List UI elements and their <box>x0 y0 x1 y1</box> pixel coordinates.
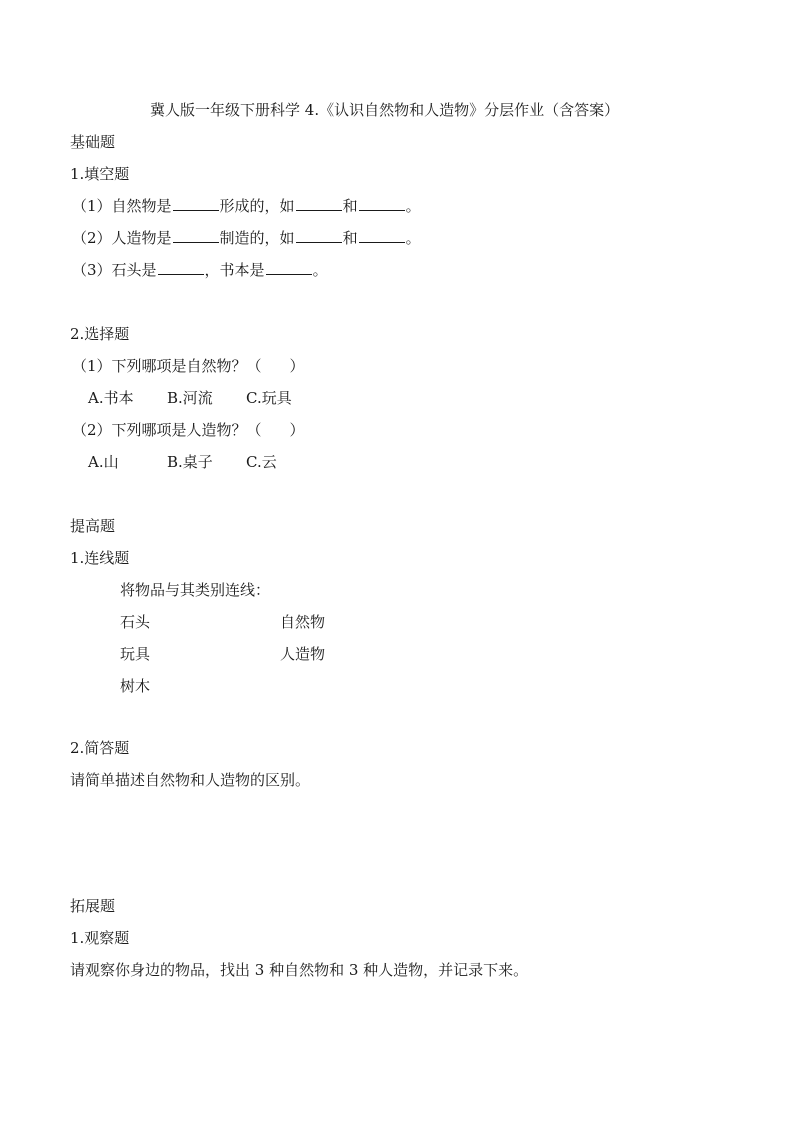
answer-blank[interactable] <box>266 260 312 275</box>
answer-blank[interactable] <box>296 196 342 211</box>
fill-blank-heading: 1.填空题 <box>70 165 130 183</box>
match-category-natural[interactable]: 自然物 <box>280 613 326 631</box>
option-b[interactable]: B.桌子 <box>167 453 213 471</box>
fill-q3-part1: （3）石头是 <box>72 261 157 279</box>
short-answer-heading: 2.简答题 <box>70 739 130 757</box>
section-extension-heading: 拓展题 <box>70 897 116 915</box>
fill-q1-part2: 形成的，如 <box>219 197 295 215</box>
answer-blank[interactable] <box>173 228 219 243</box>
fill-q3-part2: ，书本是 <box>204 261 265 279</box>
fill-q3-part3: 。 <box>312 261 328 279</box>
fill-q1-part3: 和 <box>342 197 358 215</box>
choice-q1-stem: （1）下列哪项是自然物？（ <box>72 357 262 375</box>
option-c[interactable]: C.玩具 <box>246 389 292 407</box>
match-category-artificial[interactable]: 人造物 <box>280 645 326 663</box>
fill-q1-part1: （1）自然物是 <box>72 197 172 215</box>
fill-q2-part3: 和 <box>342 229 358 247</box>
fill-q2-part1: （2）人造物是 <box>72 229 172 247</box>
choice-question-1 <box>72 356 305 376</box>
choice-q2-close: ） <box>289 421 305 439</box>
document-title: 冀人版一年级下册科学 4.《认识自然物和人造物》分层作业（含答案） <box>150 101 620 119</box>
match-item-stone[interactable]: 石头 <box>120 613 151 631</box>
option-b[interactable]: B.河流 <box>167 389 213 407</box>
answer-blank[interactable] <box>173 196 219 211</box>
observation-question: 请观察你身边的物品，找出 3 种自然物和 3 种人造物，并记录下来。 <box>70 961 529 979</box>
fill-question-3 <box>72 260 328 280</box>
section-advanced-heading: 提高题 <box>70 517 116 535</box>
choice-question-2 <box>72 420 305 440</box>
choice-q1-close: ） <box>289 357 305 375</box>
observation-heading: 1.观察题 <box>70 929 130 947</box>
fill-q2-part2: 制造的，如 <box>219 229 295 247</box>
section-basic-heading: 基础题 <box>70 133 116 151</box>
matching-heading: 1.连线题 <box>70 549 130 567</box>
answer-blank[interactable] <box>359 196 405 211</box>
answer-blank[interactable] <box>158 260 204 275</box>
fill-q2-part4: 。 <box>405 229 421 247</box>
match-item-toy[interactable]: 玩具 <box>120 645 151 663</box>
fill-question-1 <box>72 196 421 216</box>
choice-heading: 2.选择题 <box>70 325 130 343</box>
choice-q2-stem: （2）下列哪项是人造物？（ <box>72 421 262 439</box>
answer-blank[interactable] <box>296 228 342 243</box>
answer-blank[interactable] <box>359 228 405 243</box>
option-c[interactable]: C.云 <box>246 453 277 471</box>
option-a[interactable]: A.山 <box>88 453 119 471</box>
fill-question-2 <box>72 228 421 248</box>
fill-q1-part4: 。 <box>405 197 421 215</box>
short-answer-question: 请简单描述自然物和人造物的区别。 <box>70 771 311 789</box>
match-item-tree[interactable]: 树木 <box>120 677 151 695</box>
matching-instruction: 将物品与其类别连线： <box>120 581 271 599</box>
option-a[interactable]: A.书本 <box>88 389 134 407</box>
